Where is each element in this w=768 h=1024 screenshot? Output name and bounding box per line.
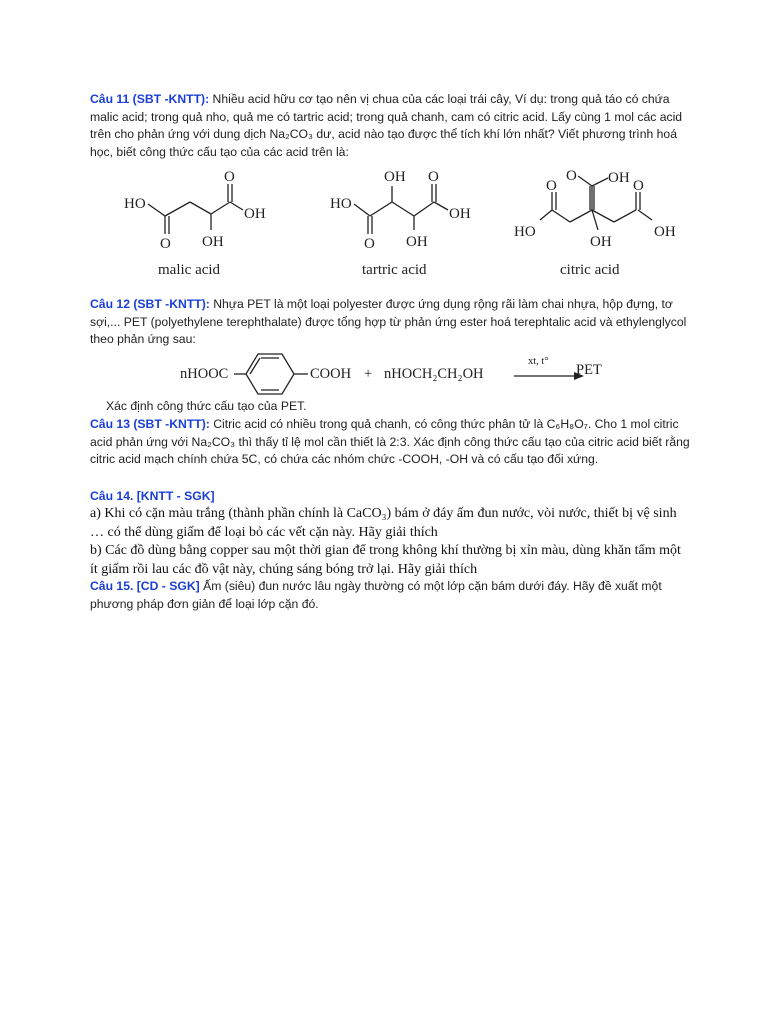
reactant-hooc: nHOOC [180, 366, 229, 382]
question-11 [90, 91, 690, 161]
citric-acid-structure [512, 164, 692, 282]
question-13-text: Citric acid có nhiều trong quả chanh, có công thức phân tử là C₆H₈O₇. Cho 1 mol citric acid phản ứng với Na₂CO₃ thì thấy tỉ lệ mol cần thiết là 2:3. Xác định công thức cấu tạo của citric acid biết rằng citric acid mạch chính chứa 5C, có chứa các nhóm chức -COOH, -OH và có cấu tạo đối xứng. [90, 417, 690, 467]
question-14-part-b: b) Các đồ dùng bằng copper sau một thời gian để trong không khí thường bị xỉn màu, dùng khăn tẩm một ít giấm rồi lau các đồ vật này, chúng sáng bóng trở lại. Hãy giải thích [90, 543, 681, 577]
tartric-label-oh-bottom: OH [406, 234, 428, 250]
citric-acid-name: citric acid [560, 262, 620, 278]
tartric-label-oh-top: OH [384, 169, 406, 185]
tartric-label-o-top: O [428, 169, 439, 185]
malic-acid-structure [118, 164, 288, 282]
reactant-cooh: COOH [310, 366, 352, 382]
question-15 [90, 578, 690, 613]
question-12-label: Câu 12 (SBT -KNTT): [90, 297, 210, 311]
tartric-label-o-bottom: O [364, 236, 375, 252]
question-12-followup: Xác định công thức cấu tạo của PET. [106, 399, 307, 413]
malic-label-oh-bottom: OH [202, 234, 224, 250]
citric-label-oh-top: OH [608, 170, 630, 186]
malic-label-oh-right: OH [244, 206, 266, 222]
question-12 [90, 296, 690, 349]
question-13 [90, 416, 690, 469]
citric-label-o-top: O [566, 168, 577, 184]
malic-label-o-top: O [224, 169, 235, 185]
question-13-label: Câu 13 (SBT -KNTT): [90, 417, 210, 431]
question-11-text: Nhiều acid hữu cơ tạo nên vị chua của các loại trái cây, Ví dụ: trong quả táo có chứa malic acid; trong quả nho, quả me có tartric acid; trong quả chanh, cam có citric acid. Lấy cùng 1 mol các acid trên cho phản ứng với dung dịch Na₂CO₃ dư, acid nào tạo được thể tích khí lớn nhất? Viết phương trình hoá học, biết công thức cấu tạo của các acid trên là: [90, 92, 683, 159]
malic-acid-name: malic acid [158, 262, 221, 278]
tartric-label-oh-right: OH [449, 206, 471, 222]
citric-label-o-right: O [633, 178, 644, 194]
reaction-product: PET [576, 362, 602, 378]
citric-label-ho: HO [514, 224, 536, 240]
question-15-label: Câu 15. [CD - SGK] [90, 579, 200, 593]
malic-label-o-bottom: O [160, 236, 171, 252]
question-14-label: Câu 14. [KNTT - SGK] [90, 489, 215, 503]
reactant-ethylene-glycol: nHOCH₂CH₂OH [384, 366, 484, 382]
question-14-part-a: a) Khi có cặn màu trắng (thành phần chính là CaCO₃) bám ở đáy ấm đun nước, vòi nước, thiết bị vệ sinh … có thể dùng giấm để loại bỏ các vết cặn này. Hãy giải thích [90, 506, 677, 540]
tartric-acid-name: tartric acid [362, 262, 427, 278]
tartric-label-ho: HO [330, 196, 352, 212]
reaction-condition: xt, t° [528, 356, 549, 367]
citric-label-o-left: O [546, 178, 557, 194]
question-11-label: Câu 11 (SBT -KNTT): [90, 92, 210, 106]
question-15-text: Ấm (siêu) đun nước lâu ngày thường có một lớp cặn bám dưới đáy. Hãy đề xuất một phương pháp đơn giản để loại lớp cặn đó. [90, 579, 662, 611]
question-12-text: Nhựa PET là một loại polyester được ứng dụng rộng rãi làm chai nhựa, hộp đựng, tơ sợi,... PET (polyethylene terephthalate) được tổng hợp từ phản ứng ester hoá terephtalic acid và ethylenglycol theo phản ứng sau: [90, 297, 687, 347]
malic-label-ho: HO [124, 196, 146, 212]
citric-label-oh-bottom: OH [590, 234, 612, 250]
pet-reaction-scheme [178, 348, 618, 398]
tartric-acid-structure [326, 164, 486, 282]
citric-label-oh-right: OH [654, 224, 676, 240]
reaction-plus: + [364, 366, 373, 382]
